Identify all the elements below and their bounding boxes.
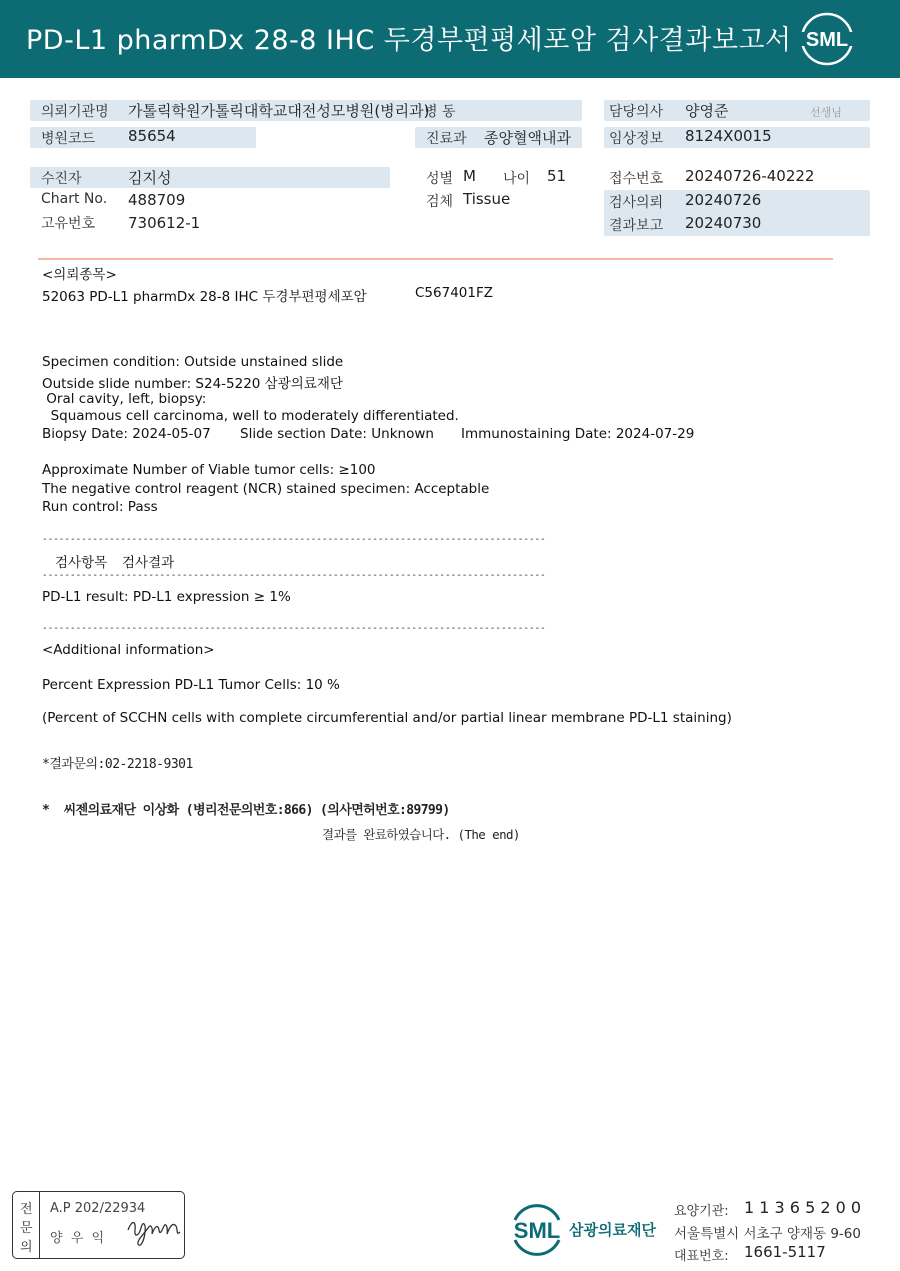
specimen-condition: Specimen condition: Outside unstained slide (42, 354, 344, 370)
age-label: 나이 (503, 171, 531, 187)
yoyang-value: 1 1 3 6 5 2 0 0 (744, 1198, 862, 1217)
section-separator (38, 258, 833, 260)
col-item: 검사항목 (55, 555, 108, 571)
pdl1-result: PD-L1 result: PD-L1 expression ≥ 1% (42, 589, 291, 605)
ward-label: 병 동 (424, 104, 456, 120)
footer-address: 서울특별시 서초구 양재동 9-60 (674, 1226, 861, 1242)
patient-band (30, 167, 390, 188)
specimen-value: Tissue (463, 190, 511, 208)
footer-logo-text: SML (513, 1218, 561, 1243)
clinical-label: 임상정보 (609, 131, 664, 147)
request-item: 52063 PD-L1 pharmDx 28-8 IHC 두경부편평세포암 (42, 289, 367, 305)
col-result: 검사결과 (122, 555, 175, 571)
dash-line-3: ------------------------------------------------------------------------------------------ (42, 623, 546, 634)
doctor-suffix: 선생님 (810, 106, 842, 119)
request-heading: <의뢰종목> (42, 267, 117, 283)
inquiry-line: *결과문의:02-2218-9301 (42, 757, 193, 772)
viable-cells: Approximate Number of Viable tumor cells: ≥100 (42, 462, 376, 478)
run-control: Run control: Pass (42, 499, 158, 515)
specimen-label: 검체 (426, 194, 454, 210)
chart-label: Chart No. (41, 191, 108, 207)
percent-note: (Percent of SCCHN cells with complete circumferential and/or partial linear membrane PD-L1 staining) (42, 710, 732, 726)
percent-expression: Percent Expression PD-L1 Tumor Cells: 10 % (42, 677, 340, 693)
box-side-3: 의 (20, 1240, 33, 1255)
box-side-2: 문 (20, 1221, 33, 1236)
report-title: PD-L1 pharmDx 28-8 IHC 두경부편평세포암 검사결과보고서 (26, 25, 792, 56)
dash-line-2: ------------------------------------------------------------------------------------------ (42, 570, 546, 581)
request-code: C567401FZ (415, 285, 493, 301)
dept-value: 종양혈액내과 (484, 129, 571, 147)
box-line1: A.P 202/22934 (50, 1201, 146, 1216)
end-note: 결과를 완료하였습니다. (The end) (322, 827, 520, 842)
age-value: 51 (547, 167, 567, 185)
doctor-value: 양영준 (685, 102, 729, 120)
dash-line-1: ------------------------------------------------------------------------------------------ (42, 534, 546, 545)
phone-value: 1661-5117 (744, 1243, 826, 1261)
immuno-date: Immunostaining Date: 2024-07-29 (461, 426, 695, 442)
sml-logo-icon (800, 12, 854, 66)
additional-heading: <Additional information> (42, 642, 215, 658)
specialist-box (12, 1191, 185, 1259)
patient-value: 김지성 (128, 169, 172, 187)
reception-value: 20240726-40222 (685, 167, 815, 185)
oral-cavity: Oral cavity, left, biopsy: (42, 391, 207, 407)
sml-footer-logo-icon (507, 1198, 567, 1258)
report-label: 결과보고 (609, 218, 664, 234)
biopsy-date: Biopsy Date: 2024-05-07 (42, 426, 211, 442)
box-divider (39, 1192, 40, 1258)
request-label: 검사의뢰 (609, 195, 664, 211)
id-value: 730612-1 (128, 214, 201, 232)
phone-label: 대표번호: (674, 1249, 729, 1264)
doctor-label: 담당의사 (609, 104, 664, 120)
id-label: 고유번호 (41, 216, 96, 232)
sex-label: 성별 (426, 171, 454, 187)
ncr-line: The negative control reagent (NCR) stained specimen: Acceptable (42, 481, 490, 497)
signature-icon (126, 1206, 182, 1250)
yoyang-label: 요양기관: (674, 1204, 729, 1219)
sex-value: M (463, 167, 476, 185)
patient-label: 수진자 (41, 171, 82, 187)
clinical-value: 8124X0015 (685, 127, 772, 145)
request-value: 20240726 (685, 191, 762, 209)
report-header (0, 0, 900, 78)
code-label: 병원코드 (41, 131, 96, 147)
outside-slide: Outside slide number: S24-5220 삼광의료재단 (42, 376, 343, 392)
squamous-line: Squamous cell carcinoma, well to moderately differentiated. (42, 408, 459, 424)
box-side-1: 전 (20, 1202, 33, 1217)
report-value: 20240730 (685, 214, 762, 232)
chart-value: 488709 (128, 191, 186, 209)
box-line2: 양 우 익 (50, 1231, 105, 1246)
section-date: Slide section Date: Unknown (240, 426, 434, 442)
institution-value: 가톨릭학원가톨릭대학교대전성모병원(병리과) (128, 102, 430, 120)
dept-label: 진료과 (426, 131, 467, 147)
svg-text:SML: SML (805, 29, 849, 51)
institution-label: 의뢰기관명 (41, 104, 109, 120)
reception-label: 접수번호 (609, 171, 664, 187)
code-value: 85654 (128, 127, 176, 145)
signer-line: * 씨젠의료재단 이상화 (병리전문의번호:866) (의사면허번호:89799) (42, 803, 450, 818)
footer-brand: 삼광의료재단 (569, 1221, 656, 1239)
